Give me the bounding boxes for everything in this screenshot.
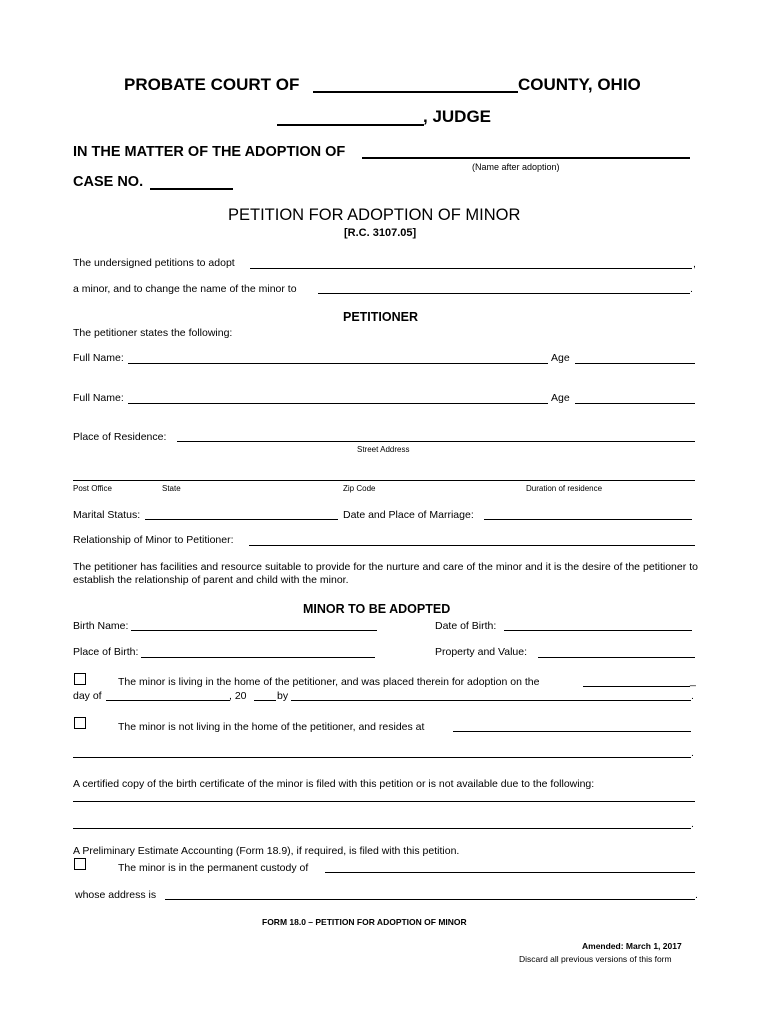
period: . [691, 690, 694, 702]
petitions-to-adopt-label: The undersigned petitions to adopt [73, 257, 235, 269]
custody-statement: The minor is in the permanent custody of [118, 862, 309, 874]
date-of-birth-label: Date of Birth: [435, 620, 497, 632]
marital-status-label: Marital Status: [73, 509, 141, 521]
name-after-adoption-caption: (Name after adoption) [472, 162, 560, 172]
marital-status-field[interactable] [145, 519, 338, 520]
residence-label: Place of Residence: [73, 431, 167, 443]
accounting-statement: A Preliminary Estimate Accounting (Form 18.9), if required, is filed with this petition. [73, 845, 460, 857]
not-living-statement: The minor is not living in the home of the petitioner, and resides at [118, 721, 425, 733]
change-name-label: a minor, and to change the name of the minor to [73, 283, 297, 295]
post-office-caption: Post Office [73, 484, 112, 493]
street-address-field[interactable] [177, 441, 695, 442]
resides-at-field[interactable] [453, 731, 691, 732]
full-name-2-label: Full Name: [73, 392, 124, 404]
age-1-label: Age [551, 352, 570, 364]
property-value-label: Property and Value: [435, 646, 528, 658]
county-ohio-label: COUNTY, OHIO [518, 75, 641, 94]
duration-caption: Duration of residence [526, 484, 603, 493]
petitioner-heading: PETITIONER [343, 310, 419, 324]
day-of-label: day of [73, 690, 102, 702]
case-number-field[interactable] [150, 188, 233, 190]
new-name-field[interactable] [318, 293, 690, 294]
birth-name-field[interactable] [131, 630, 377, 631]
not-living-checkbox[interactable] [74, 717, 86, 729]
birth-certificate-statement: A certified copy of the birth certificate of the minor is filed with this petition or is not available due to the following: [73, 778, 595, 790]
court-label: PROBATE COURT OF [124, 75, 300, 94]
state-caption: State [162, 484, 181, 493]
relationship-label: Relationship of Minor to Petitioner: [73, 534, 234, 546]
living-tail: _ [690, 675, 696, 687]
judge-label: , JUDGE [423, 107, 492, 126]
full-name-1-label: Full Name: [73, 352, 124, 364]
case-no-label: CASE NO. [73, 174, 144, 190]
place-of-birth-field[interactable] [141, 657, 375, 658]
street-address-caption: Street Address [357, 445, 410, 454]
property-value-field[interactable] [538, 657, 695, 658]
matter-label: IN THE MATTER OF THE ADOPTION OF [73, 144, 346, 160]
placement-date-field[interactable] [583, 686, 690, 687]
minor-heading: MINOR TO BE ADOPTED [303, 602, 451, 616]
age-2-field[interactable] [575, 403, 695, 404]
county-field[interactable] [313, 91, 518, 93]
full-name-1-field[interactable] [128, 363, 548, 364]
age-1-field[interactable] [575, 363, 695, 364]
petitioner-states-label: The petitioner states the following: [73, 327, 233, 339]
place-of-birth-label: Place of Birth: [73, 646, 139, 658]
form-footer-title: FORM 18.0 – PETITION FOR ADOPTION OF MINOR [262, 917, 467, 927]
page-title: PETITION FOR ADOPTION OF MINOR [228, 206, 521, 224]
period: . [690, 283, 693, 295]
placed-by-field[interactable] [291, 700, 691, 701]
marriage-label: Date and Place of Marriage: [343, 509, 474, 521]
statute-reference: [R.C. 3107.05] [344, 227, 417, 239]
comma: , [693, 258, 696, 270]
judge-name-field[interactable] [277, 124, 424, 126]
full-name-2-field[interactable] [128, 403, 548, 404]
birth-name-label: Birth Name: [73, 620, 129, 632]
amended-date: Amended: March 1, 2017 [582, 941, 682, 951]
whose-address-label: whose address is [75, 889, 157, 901]
relationship-field[interactable] [249, 545, 695, 546]
discard-notice: Discard all previous versions of this form [519, 954, 672, 964]
resides-at-continued-field[interactable] [73, 757, 691, 758]
marriage-field[interactable] [484, 519, 692, 520]
year-prefix-label: , 20 [229, 690, 247, 702]
living-with-petitioner-checkbox[interactable] [74, 673, 86, 685]
minor-current-name-field[interactable] [250, 268, 692, 269]
period: . [695, 889, 698, 901]
age-2-label: Age [551, 392, 570, 404]
custodian-field[interactable] [325, 872, 695, 873]
placement-month-field[interactable] [106, 700, 230, 701]
living-statement: The minor is living in the home of the petitioner, and was placed therein for adoption on the [118, 676, 540, 688]
birth-certificate-reason-continued-field[interactable] [73, 828, 691, 829]
birth-certificate-reason-field[interactable] [73, 801, 695, 802]
residence-details-field[interactable] [73, 480, 695, 481]
period: . [691, 818, 694, 830]
date-of-birth-field[interactable] [504, 630, 692, 631]
zip-code-caption: Zip Code [343, 484, 376, 493]
adoptee-name-field[interactable] [362, 157, 690, 159]
custodian-address-field[interactable] [165, 899, 695, 900]
period: . [691, 747, 694, 759]
petitioner-statement: The petitioner has facilities and resource suitable to provide for the nurture and care of the minor and it is the desire of the petitioner to establish the relationship of parent and child with the minor. [73, 561, 698, 586]
by-label: by [277, 690, 289, 702]
permanent-custody-checkbox[interactable] [74, 858, 86, 870]
placement-year-field[interactable] [254, 700, 276, 701]
